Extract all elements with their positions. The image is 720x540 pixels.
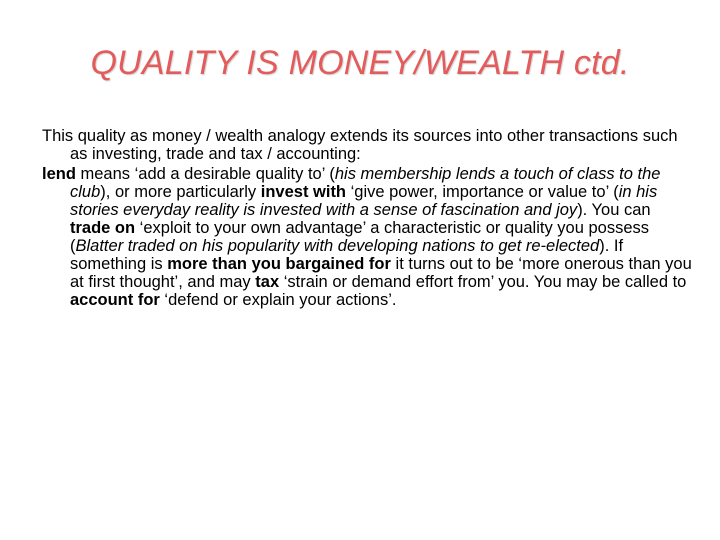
example-invest-with: in his stories everyday reality is invested with a sense of fascination and joy xyxy=(70,183,658,219)
gloss-lend: means ‘add a desirable quality to’ ( xyxy=(75,165,335,183)
term-lend: lend xyxy=(42,165,76,183)
gloss-account-for: ‘defend or explain your actions’. xyxy=(159,291,397,309)
slide-body xyxy=(42,127,692,309)
intro-paragraph xyxy=(42,127,692,163)
intro-text: This quality as money / wealth analogy extends its sources into other transactions such as investing, trade and tax / accounting: xyxy=(42,127,678,163)
gloss-more-than-you-bargained-for: it turns out to be ‘more onerous than you at first thought’, and may xyxy=(70,255,692,291)
term-tax: tax xyxy=(255,273,280,291)
term-trade-on: trade on xyxy=(70,219,136,237)
tail-invest-with: ). You can xyxy=(577,201,651,219)
example-lend: his membership lends a touch of class to the club xyxy=(70,165,661,201)
definition-paragraph xyxy=(42,165,692,309)
term-more-than-you-bargained-for: more than you bargained for xyxy=(167,255,391,273)
gloss-tax: ‘strain or demand effort from’ you. You may be called to xyxy=(279,273,687,291)
slide-title: QUALITY IS MONEY/WEALTH ctd. xyxy=(90,44,630,82)
gloss-trade-on: ‘exploit to your own advantage’ a characteristic or quality you possess ( xyxy=(70,219,650,255)
term-invest-with: invest with xyxy=(260,183,347,201)
tail-lend: ), or more particularly xyxy=(100,183,257,201)
gloss-invest-with: ‘give power, importance or value to’ ( xyxy=(346,183,619,201)
example-trade-on: Blatter traded on his popularity with developing nations to get re-elected xyxy=(75,237,600,255)
term-account-for: account for xyxy=(70,291,160,309)
tail-trade-on: ). If something is xyxy=(70,237,624,273)
